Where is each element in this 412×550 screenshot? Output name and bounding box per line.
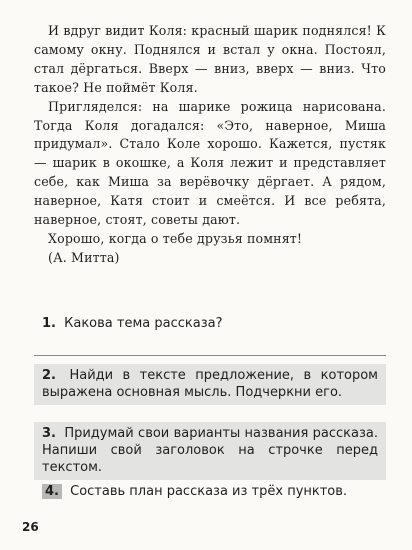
story-paragraph-1: И вдруг видит Коля: красный шарик поднялся! К самому окну. Поднялся и встал у окна. Постоял, стал дёргаться. Вверх — вниз, вверх — вниз. Что такое? Не поймёт Коля. — [34, 23, 386, 95]
story-paragraph-2: Пригляделся: на шарике рожица нарисована. Тогда Коля догадался: «Это, наверное, Миша придумал». Стало Коле хорошо. Кажется, пустяк — шарик в окошке, а Коля лежит и представляет себе, как Миша за верёвочку дёргает. А рядом, наверное, Катя стоит и смеётся. И все ребята, наверное, стоят, советы дают. — [34, 98, 386, 228]
task-4-text: Составь план рассказа из трёх пунктов. — [70, 484, 348, 499]
task-1-number: 1. — [42, 316, 56, 331]
task-3 — [34, 422, 386, 480]
task-1 — [34, 315, 386, 332]
task-2-number: 2. — [42, 368, 56, 383]
task-2-text: Найди в тексте предложение, в котором выражена основная мысль. Подчеркни его. — [42, 368, 378, 400]
task-4-number: 4. — [42, 484, 62, 499]
task-3-number: 3. — [42, 426, 56, 441]
task-2 — [34, 364, 386, 405]
answer-line[interactable] — [34, 355, 386, 356]
page-number: 26 — [22, 520, 39, 534]
task-3-text: Придумай свои варианты названия рассказа. Напиши свой заголовок на строчке перед текстом. — [42, 426, 378, 475]
task-1-text: Какова тема рассказа? — [64, 316, 223, 331]
story-author: (А. Митта) — [48, 249, 120, 265]
story-paragraph-3: Хорошо, когда о тебе друзья помнят! — [48, 230, 303, 246]
story-text — [34, 22, 386, 268]
task-4 — [34, 483, 386, 500]
